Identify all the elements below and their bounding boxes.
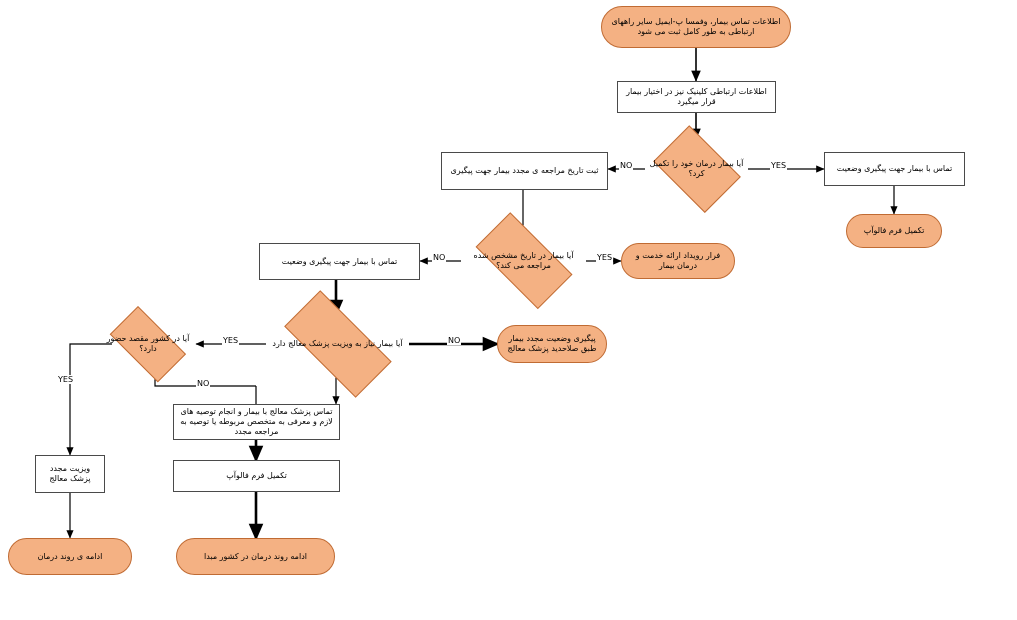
node-clinic-info-given	[617, 81, 776, 113]
edge-label-yes-top: YES	[771, 161, 787, 170]
node-label: تماس پزشک معالج با بیمار و انجام توصیه های لازم و معرفی به متخصص مربوطه یا توصیه به مراجعه مجدد	[180, 407, 333, 436]
edge-label-no-top: NO	[620, 161, 633, 170]
node-decision-treatment-complete	[645, 133, 748, 205]
node-label: آیا در کشور مقصد حضور دارد؟	[106, 334, 190, 353]
edge-label-yes-visit: YES	[223, 336, 239, 345]
node-label: ثبت تاریخ مراجعه ی مجدد بیمار جهت پیگیری	[450, 166, 599, 175]
node-label: ادامه ی روند درمان	[37, 551, 103, 561]
node-label: آیا بیمار نیاز به ویزیت پزشک معالج دارد	[272, 339, 403, 348]
node-label: ویزیت مجدد پزشک معالج	[49, 464, 91, 483]
edge-label-no-visit: NO	[448, 336, 461, 345]
node-complete-followup-form-right	[846, 214, 942, 248]
node-contact-patient-status	[824, 152, 965, 186]
node-decision-needs-doctor-visit	[266, 308, 409, 380]
node-followup-per-doctor	[497, 325, 607, 363]
edge-label-no-country: NO	[197, 379, 210, 388]
edge-label-yes-country: YES	[58, 375, 74, 384]
node-decision-patient-attends	[461, 226, 586, 296]
node-label: پیگیری وضعیت مجدد بیمار طبق صلاحدید پزشک معالج	[507, 334, 597, 353]
node-label: اطلاعات ارتباطی کلینیک نیز در اختیار بیمار قرار میگیرد	[626, 87, 767, 106]
node-continue-treatment-origin	[176, 538, 335, 575]
node-label: تماس با بیمار جهت پیگیری وضعیت	[836, 164, 953, 173]
node-label: تماس با بیمار جهت پیگیری وضعیت	[281, 256, 398, 266]
edge-label-yes-mid: YES	[597, 253, 613, 262]
node-label: تکمیل فرم فالوآپ	[863, 226, 925, 235]
node-label: آیا بیمار در تاریخ مشخص شده مراجعه می کند؟	[473, 251, 574, 270]
node-continue-treatment	[8, 538, 132, 575]
node-contact-info-recorded	[601, 6, 791, 48]
node-revisit-doctor	[35, 455, 105, 493]
node-contact-patient-followup	[259, 243, 420, 280]
node-label: تکمیل فرم فالوآپ	[226, 471, 287, 480]
node-complete-followup-form-bottom	[173, 460, 340, 492]
node-label: فرار رویداد ارائه خدمت و درمان بیمار	[635, 251, 721, 270]
node-label: ادامه روند درمان در کشور مبدا	[204, 551, 307, 561]
node-label: آیا بیمار درمان خود را تکمیل کرد؟	[649, 159, 744, 178]
node-doctor-contacts-patient	[173, 404, 340, 440]
edge-label-no-mid: NO	[433, 253, 446, 262]
node-service-treatment-event	[621, 243, 735, 279]
node-label: اطلاعات تماس بیمار، وفمسا پ-ایمیل سایر راههای ارتباطی به طور کامل ثبت می شود	[611, 17, 781, 36]
node-decision-in-destination-country	[100, 316, 196, 372]
node-register-revisit-date	[441, 152, 608, 190]
